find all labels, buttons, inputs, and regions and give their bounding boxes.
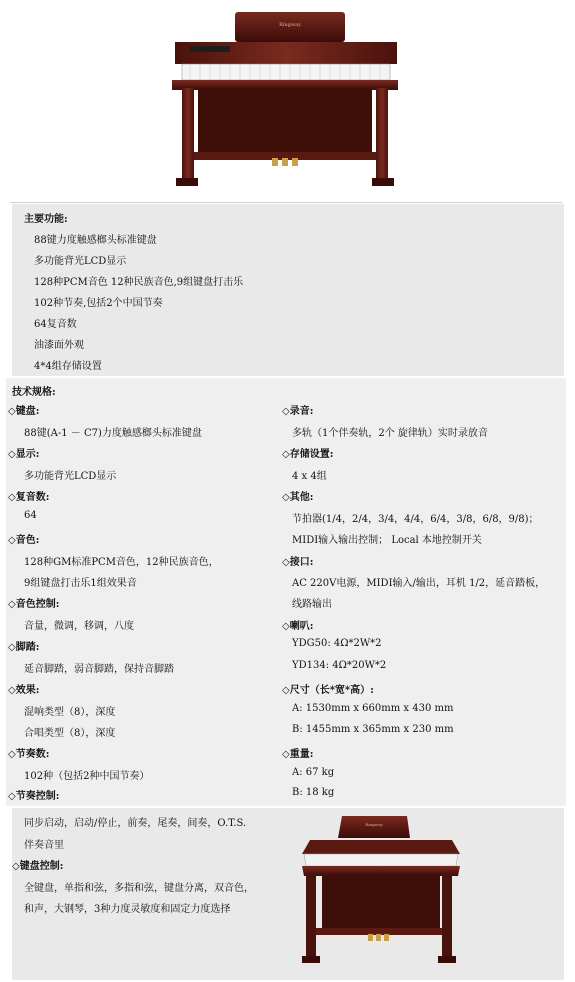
specifications-section [6,378,566,806]
spec-heading-keyboard: ◇键盘: [8,406,40,417]
feature-item: 64复音数 [34,319,77,330]
spec-value: A: 1530mm x 660mm x 430 mm [292,703,454,714]
spec-heading-effects: ◇效果: [8,685,40,696]
spec-value: YDG50: 4Ω*2W*2 [292,638,382,649]
spec-heading-voices: ◇音色: [8,535,40,546]
spec-heading-voice-control: ◇音色控制: [8,599,60,610]
feature-item: 油漆面外观 [34,340,84,351]
spec-value: AC 220V电源，MIDI输入/输出，耳机 1/2，延音踏板， [292,578,546,589]
svg-text:Ringway: Ringway [365,822,383,827]
spec-heading-registration: ◇存储设置: [282,449,334,460]
spec-value: 音量，微调，移调，八度 [24,621,134,632]
keyboard-control-value: 全键盘，单指和弦，多指和弦，键盘分离，双音色， [24,883,254,894]
spec-heading-rhythm-control: ◇节奏控制: [8,791,60,802]
spec-value: 64 [24,510,37,521]
spec-heading-display: ◇显示: [8,449,40,460]
spec-heading-weight: ◇重量: [282,749,314,760]
digital-piano-image [160,8,410,193]
rhythm-control-value: 伴奏音里 [24,840,64,851]
spec-value: 88键(A-1 － C7)力度触感榔头标准键盘 [24,428,202,439]
spec-value: 128种GM标准PCM音色，12种民族音色， [24,557,219,568]
spec-value: 节拍器(1/4，2/4，3/4，4/4，6/4，3/8，6/8，9/8)； [292,514,539,525]
feature-item: 102种节奏,包括2个中国节奏 [34,298,163,309]
spec-heading-polyphony: ◇复音数: [8,492,50,503]
spec-value: A: 67 kg [292,767,335,778]
spec-value: 混响类型（8），深度 [24,707,116,718]
spec-value: 延音脚踏，弱音脚踏，保持音脚踏 [24,664,174,675]
svg-text:Ringway: Ringway [279,22,301,28]
spec-value: B: 18 kg [292,787,335,798]
hero-section [0,0,575,200]
spec-heading-speakers: ◇喇叭: [282,621,314,632]
spec-value: 102种（包括2种中国节奏） [24,771,150,782]
spec-heading-dimensions: ◇尺寸（长*宽*高）: [282,685,374,696]
spec-value: 线路输出 [292,599,332,610]
feature-item: 多功能背光LCD显示 [34,256,127,267]
main-features-section [12,204,564,376]
digital-piano-image-small [292,810,462,970]
spec-value: 多功能背光LCD显示 [24,471,117,482]
spec-value: 4 x 4组 [292,471,327,482]
divider [10,202,562,203]
bottom-section [12,808,564,980]
spec-heading-rhythms: ◇节奏数: [8,749,50,760]
spec-value: 多轨（1个伴奏轨，2个 旋律轨）实时录放音 [292,428,488,439]
spec-value: YD134: 4Ω*20W*2 [292,660,387,671]
spec-value: 9组键盘打击乐1组效果音 [24,578,137,589]
spec-heading-others: ◇其他: [282,492,314,503]
spec-heading-keyboard-control: ◇键盘控制: [12,861,64,872]
spec-heading-recording: ◇录音: [282,406,314,417]
spec-heading-connectors: ◇接口: [282,557,314,568]
feature-item: 128种PCM音色 12种民族音色,9组键盘打击乐 [34,277,244,288]
keyboard-control-value: 和声，大钢琴，3种力度灵敏度和固定力度选择 [24,904,231,915]
features-title: 主要功能: [24,214,68,225]
spec-value: B: 1455mm x 365mm x 230 mm [292,724,454,735]
spec-value: MIDI输入输出控制； Local 本地控制开关 [292,535,482,546]
feature-item: 88键力度触感榔头标准键盘 [34,235,157,246]
specs-title: 技术规格: [12,387,56,398]
feature-item: 4*4组存储设置 [34,361,102,372]
spec-value: 合唱类型（8），深度 [24,728,116,739]
spec-heading-pedals: ◇脚踏: [8,642,40,653]
rhythm-control-value: 同步启动，启动/停止，前奏，尾奏，间奏，O.T.S. [24,818,247,829]
